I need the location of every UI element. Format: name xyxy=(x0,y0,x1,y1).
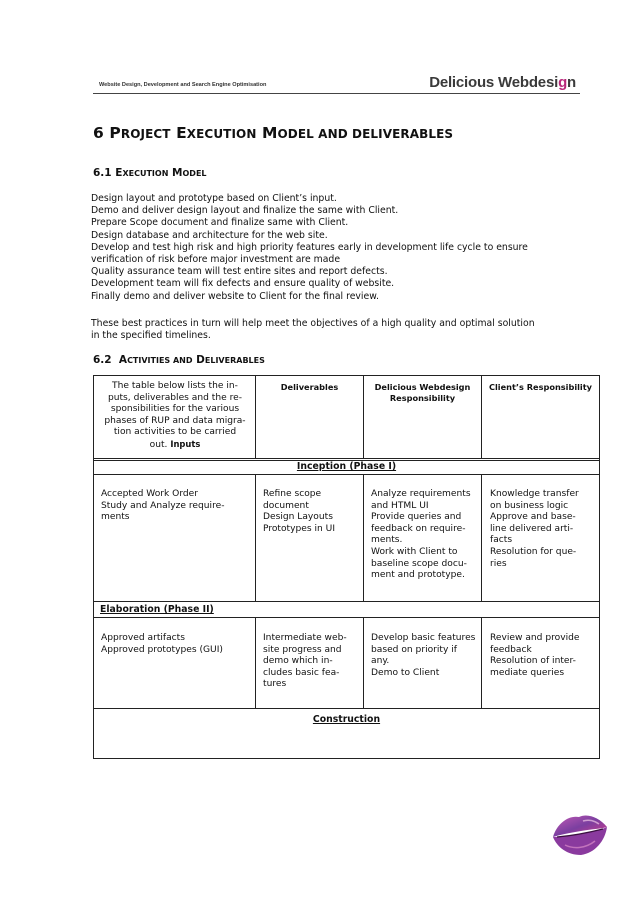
lips-logo-icon xyxy=(547,807,613,861)
header-tagline: Website Design, Development and Search Engine Optimisation xyxy=(99,82,267,88)
elaboration-client-responsibility: Review and provide feedback Resolution of inter- mediate queries xyxy=(490,633,580,678)
inception-deliverables: Refine scope document Design Layouts Prototypes in UI xyxy=(263,489,336,534)
company-logo: Delicious Webdesign xyxy=(429,74,576,91)
section-title: 6 PROJECT EXECUTION MODEL AND DELIVERABLES xyxy=(93,124,454,142)
elaboration-deliverables: Intermediate web- site progress and demo which in- cludes basic fea- tures xyxy=(263,633,347,690)
inception-client-responsibility: Knowledge transfer on business logic Approve and base- line delivered arti- facts Resolution for que- ries xyxy=(490,489,579,569)
phase-elaboration-label: Elaboration (Phase II) xyxy=(100,604,214,615)
inception-inputs: Accepted Work Order Study and Analyze require- ments xyxy=(101,489,225,523)
phase-inception-label: Inception (Phase I) xyxy=(296,461,397,472)
table-intro-cell: The table below lists the in- puts, deliverables and the re- sponsibilities for the various phases of RUP and data migra- tion activities to be carried out. Inputs xyxy=(104,381,246,450)
header-divider xyxy=(93,93,580,94)
column-header-dw-responsibility: Delicious Webdesign Responsibility xyxy=(374,382,471,403)
column-header-client-responsibility: Client’s Responsibility xyxy=(488,382,592,392)
subsection-title-activities: 6.2 ACTIVITIES AND DELIVERABLES xyxy=(93,354,265,366)
column-header-deliverables: Deliverables xyxy=(280,382,339,392)
deliverables-table xyxy=(93,375,600,759)
elaboration-inputs: Approved artifacts Approved prototypes (GUI) xyxy=(101,633,223,655)
inception-dw-responsibility: Analyze requirements and HTML UI Provide queries and feedback on require- ments. Work with Client to baseline scope docu- ment and prototype. xyxy=(371,489,471,581)
best-practices-paragraph: These best practices in turn will help meet the objectives of a high quality and optimal solution in the specified timelines. xyxy=(91,318,535,342)
page-header xyxy=(93,74,580,96)
execution-model-list: Design layout and prototype based on Client’s input. Demo and deliver design layout and finalize the same with Client. Prepare Scope document and finalize same with Client. Design database and architecture for the web site. Develop and test high risk and high priority features early in development life cycle to ensure verification of risk before major investment are made Quality assurance team will test entire sites and report defects. Development team will fix defects and ensure quality of website. Finally demo and deliver website to Client for the final review. xyxy=(91,193,528,302)
subsection-title-execution-model: 6.1 EXECUTION MODEL xyxy=(93,167,207,179)
elaboration-dw-responsibility: Develop basic features based on priority if any. Demo to Client xyxy=(371,633,476,678)
phase-construction-label: Construction xyxy=(312,714,381,725)
